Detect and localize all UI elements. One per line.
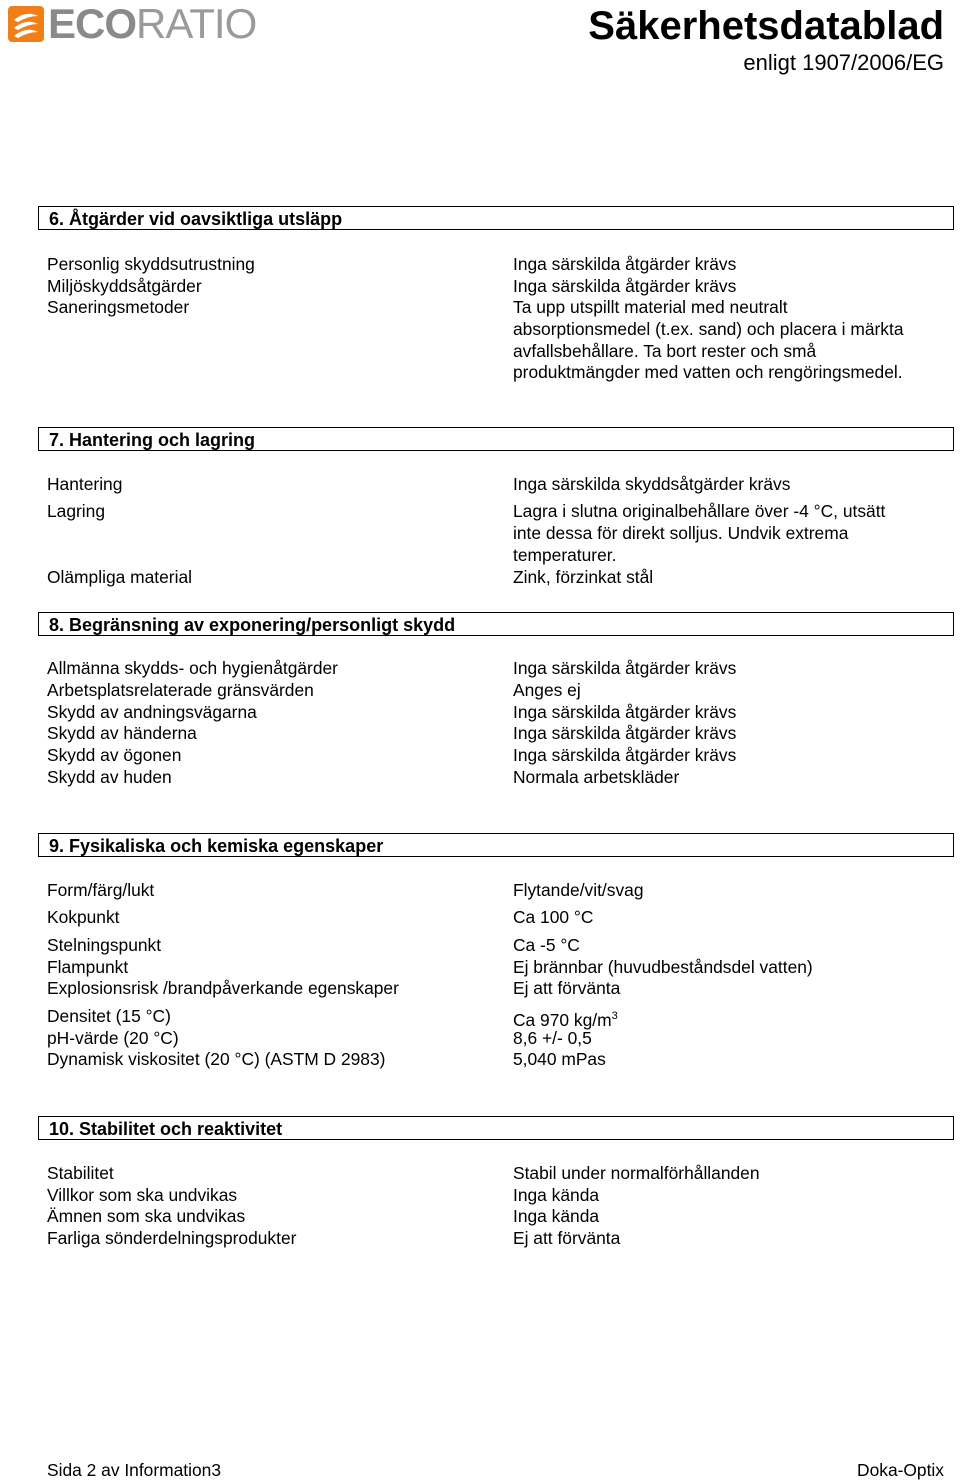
s7-label: Lagring	[47, 501, 106, 521]
s6-value: Inga särskilda åtgärder krävs	[513, 276, 737, 296]
section-9-heading: 9. Fysikaliska och kemiska egenskaper	[38, 833, 954, 857]
section-7-heading: 7. Hantering och lagring	[38, 427, 954, 451]
s8-value: Normala arbetskläder	[513, 767, 680, 787]
s7-value: temperaturer.	[513, 545, 617, 565]
s10-value: Stabil under normalförhållanden	[513, 1163, 760, 1183]
document-title: Säkerhetsdatablad	[588, 4, 944, 48]
footer-page-number: Sida 2 av Information3	[47, 1460, 222, 1480]
s10-value: Inga kända	[513, 1206, 600, 1226]
s8-value: Inga särskilda åtgärder krävs	[513, 702, 737, 722]
logo-mark-icon	[8, 6, 44, 42]
s9-value: 5,040 mPas	[513, 1049, 606, 1069]
s6-label: Personlig skyddsutrustning	[47, 254, 255, 274]
s9-value: 8,6 +/- 0,5	[513, 1028, 592, 1048]
s10-label: Villkor som ska undvikas	[47, 1185, 238, 1205]
s9-label: Dynamisk viskositet (20 °C) (ASTM D 2983)	[47, 1049, 386, 1069]
s9-label: Explosionsrisk /brandpåverkande egenskaper	[47, 978, 399, 998]
s9-value: Ej brännbar (huvudbeståndsdel vatten)	[513, 957, 813, 977]
s8-label: Skydd av huden	[47, 767, 172, 787]
s7-label: Hantering	[47, 474, 123, 494]
logo-wordmark: ECORATIO	[48, 0, 257, 47]
s6-label: Miljöskyddsåtgärder	[47, 276, 202, 296]
company-logo	[8, 2, 256, 46]
section-6-heading: 6. Åtgärder vid oavsiktliga utsläpp	[38, 206, 954, 230]
s7-value: Zink, förzinkat stål	[513, 567, 654, 587]
s9-label: Form/färg/lukt	[47, 880, 155, 900]
s7-value: Inga särskilda skyddsåtgärder krävs	[513, 474, 791, 494]
document-subtitle: enligt 1907/2006/EG	[743, 50, 944, 75]
s9-label: pH-värde (20 °C)	[47, 1028, 179, 1048]
s9-value: Flytande/vit/svag	[513, 880, 644, 900]
s7-label: Olämpliga material	[47, 567, 192, 587]
footer-company: Doka-Optix	[857, 1460, 944, 1480]
s6-value: Ta upp utspillt material med neutralt	[513, 297, 788, 317]
s6-value: avfallsbehållare. Ta bort rester och små	[513, 341, 817, 361]
s9-label: Stelningspunkt	[47, 935, 162, 955]
s9-label: Kokpunkt	[47, 907, 120, 927]
s8-value: Inga särskilda åtgärder krävs	[513, 658, 737, 678]
s8-value: Anges ej	[513, 680, 581, 700]
s6-value: produktmängder med vatten och rengöringsmedel.	[513, 362, 903, 382]
s8-label: Skydd av ögonen	[47, 745, 182, 765]
s8-label: Skydd av händerna	[47, 723, 197, 743]
s10-value: Ej att förvänta	[513, 1228, 621, 1248]
s8-label: Skydd av andningsvägarna	[47, 702, 257, 722]
section-8-heading: 8. Begränsning av exponering/personligt skydd	[38, 612, 954, 636]
density-value: Ca 970 kg/m	[513, 1009, 612, 1030]
s10-label: Stabilitet	[47, 1163, 114, 1183]
s7-value: inte dessa för direkt solljus. Undvik extrema	[513, 523, 849, 543]
s6-value: Inga särskilda åtgärder krävs	[513, 254, 737, 274]
s9-value: Ca 100 °C	[513, 907, 594, 927]
section-10-heading: 10. Stabilitet och reaktivitet	[38, 1116, 954, 1140]
s8-value: Inga särskilda åtgärder krävs	[513, 745, 737, 765]
s10-label: Ämnen som ska undvikas	[47, 1206, 246, 1226]
s6-value: absorptionsmedel (t.ex. sand) och placera i märkta	[513, 319, 904, 339]
s8-label: Allmänna skydds- och hygienåtgärder	[47, 658, 338, 678]
density-exponent: 3	[611, 1010, 618, 1022]
s9-label: Flampunkt	[47, 957, 129, 977]
s9-value: Ca -5 °C	[513, 935, 580, 955]
s8-label: Arbetsplatsrelaterade gränsvärden	[47, 680, 314, 700]
s7-value: Lagra i slutna originalbehållare över -4 °C, utsätt	[513, 501, 886, 521]
s9-label: Densitet (15 °C)	[47, 1006, 171, 1026]
s10-label: Farliga sönderdelningsprodukter	[47, 1228, 297, 1248]
s10-value: Inga kända	[513, 1185, 600, 1205]
s8-value: Inga särskilda åtgärder krävs	[513, 723, 737, 743]
s6-label: Saneringsmetoder	[47, 297, 190, 317]
s9-value: Ej att förvänta	[513, 978, 621, 998]
